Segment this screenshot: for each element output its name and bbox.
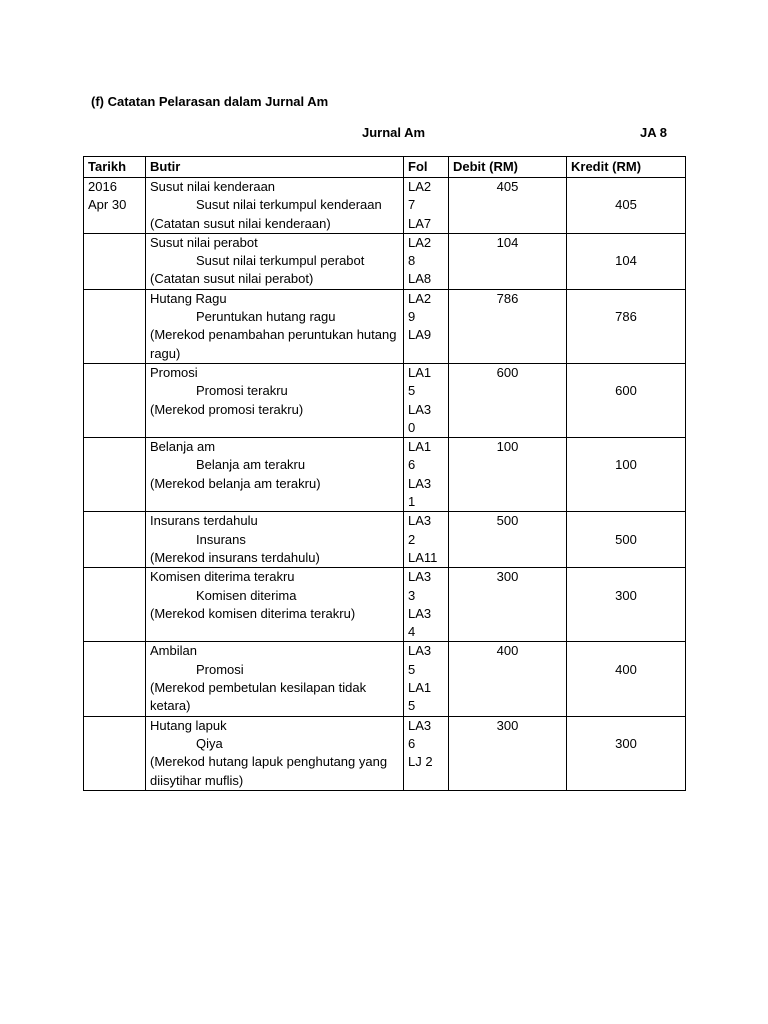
debit-account: Hutang Ragu xyxy=(150,290,227,306)
journal-entry-row xyxy=(84,716,686,790)
credit-account: Insurans xyxy=(196,531,246,547)
debit-account: Komisen diterima terakru xyxy=(150,569,295,585)
debit-account: Promosi xyxy=(150,364,198,380)
folio-line: LA9 xyxy=(408,327,432,343)
folio-line: LA1 xyxy=(408,680,432,696)
folio-cell xyxy=(404,233,449,289)
kredit-amount: 405 xyxy=(615,197,637,213)
kredit-amount: 300 xyxy=(615,587,637,603)
folio-line: 7 xyxy=(408,197,416,213)
journal-table xyxy=(83,156,686,791)
date-day: Apr 30 xyxy=(88,197,127,213)
particulars-cell xyxy=(146,438,404,512)
particulars-cell xyxy=(146,512,404,568)
journal-entry-row xyxy=(84,233,686,289)
kredit-spacer xyxy=(571,717,681,735)
folio-cell xyxy=(404,289,449,363)
debit-amount: 600 xyxy=(449,363,567,437)
particulars-cell xyxy=(146,642,404,716)
date-cell xyxy=(84,716,146,790)
column-header-butir: Butir xyxy=(146,157,404,178)
credit-account: Qiya xyxy=(196,735,223,751)
folio-cell xyxy=(404,512,449,568)
narration: (Merekod pembetulan kesilapan tidak ketara) xyxy=(150,680,367,714)
folio-line: LA1 xyxy=(408,439,432,455)
credit-account: Promosi xyxy=(196,661,244,677)
date-cell xyxy=(84,512,146,568)
folio-line: LA2 xyxy=(408,179,432,194)
folio-line: 5 xyxy=(408,383,416,399)
debit-account: Susut nilai perabot xyxy=(150,234,258,250)
credit-account: Susut nilai terkumpul perabot xyxy=(196,253,365,269)
kredit-amount: 104 xyxy=(615,253,637,269)
folio-line: 9 xyxy=(408,309,416,325)
kredit-amount: 786 xyxy=(615,309,637,325)
credit-account: Belanja am terakru xyxy=(196,457,306,473)
folio-line: LA8 xyxy=(408,271,432,287)
folio-cell xyxy=(404,716,449,790)
folio-line: LJ 2 xyxy=(408,754,433,770)
journal-entry-row xyxy=(84,289,686,363)
journal-entry-row xyxy=(84,568,686,642)
narration: (Catatan susut nilai perabot) xyxy=(150,271,314,287)
folio-cell xyxy=(404,568,449,642)
folio-line: 6 xyxy=(408,457,416,473)
folio-line: 6 xyxy=(408,735,416,751)
debit-account: Belanja am xyxy=(150,439,216,455)
folio-line: LA3 xyxy=(408,513,432,529)
narration: (Catatan susut nilai kenderaan) xyxy=(150,215,331,231)
date-cell xyxy=(84,568,146,642)
debit-amount: 300 xyxy=(449,568,567,642)
date-year: 2016 xyxy=(88,179,117,194)
folio-line: LA3 xyxy=(408,643,432,659)
date-cell xyxy=(84,438,146,512)
credit-account: Komisen diterima xyxy=(196,587,297,603)
narration: (Merekod penambahan peruntukan hutang ragu) xyxy=(150,327,397,361)
kredit-cell xyxy=(567,178,686,234)
folio-line: 5 xyxy=(408,698,416,714)
folio-line: LA2 xyxy=(408,290,432,306)
date-cell xyxy=(84,178,146,234)
folio-line: 4 xyxy=(408,624,416,640)
kredit-amount: 100 xyxy=(615,457,637,473)
kredit-spacer xyxy=(571,178,681,196)
kredit-spacer xyxy=(571,642,681,660)
folio-line: LA3 xyxy=(408,401,432,417)
kredit-amount: 600 xyxy=(615,383,637,399)
debit-amount: 100 xyxy=(449,438,567,512)
kredit-cell xyxy=(567,363,686,437)
folio-line: LA11 xyxy=(408,549,438,565)
particulars-cell xyxy=(146,289,404,363)
debit-amount: 400 xyxy=(449,642,567,716)
kredit-cell xyxy=(567,568,686,642)
particulars-cell xyxy=(146,363,404,437)
credit-account: Susut nilai terkumpul kenderaan xyxy=(196,197,382,213)
narration: (Merekod insurans terdahulu) xyxy=(150,549,320,565)
kredit-spacer xyxy=(571,290,681,308)
column-header-kredit: Kredit (RM) xyxy=(567,157,686,178)
folio-line: 0 xyxy=(408,419,416,435)
journal-name: Jurnal Am xyxy=(362,125,426,140)
date-cell xyxy=(84,642,146,716)
kredit-cell xyxy=(567,642,686,716)
folio-line: LA7 xyxy=(408,215,432,231)
narration: (Merekod hutang lapuk penghutang yang diisytihar muflis) xyxy=(150,754,388,788)
particulars-cell xyxy=(146,568,404,642)
folio-line: LA2 xyxy=(408,234,432,250)
narration: (Merekod komisen diterima terakru) xyxy=(150,605,356,621)
folio-cell xyxy=(404,642,449,716)
debit-account: Insurans terdahulu xyxy=(150,513,258,529)
column-header-debit: Debit (RM) xyxy=(449,157,567,178)
folio-cell xyxy=(404,178,449,234)
debit-account: Susut nilai kenderaan xyxy=(150,179,276,194)
debit-amount: 405 xyxy=(449,178,567,234)
folio-line: 2 xyxy=(408,531,416,547)
narration: (Merekod belanja am terakru) xyxy=(150,475,321,491)
debit-amount: 500 xyxy=(449,512,567,568)
folio-line: LA3 xyxy=(408,717,432,733)
kredit-cell xyxy=(567,289,686,363)
folio-line: LA3 xyxy=(408,569,432,585)
folio-cell xyxy=(404,363,449,437)
debit-account: Ambilan xyxy=(150,643,197,659)
kredit-spacer xyxy=(571,438,681,456)
kredit-spacer xyxy=(571,512,681,530)
folio-cell xyxy=(404,438,449,512)
kredit-cell xyxy=(567,438,686,512)
kredit-amount: 500 xyxy=(615,531,637,547)
kredit-cell xyxy=(567,512,686,568)
document-heading: (f) Catatan Pelarasan dalam Jurnal Am xyxy=(91,94,329,109)
kredit-cell xyxy=(567,716,686,790)
header-row xyxy=(84,157,686,178)
folio-line: 1 xyxy=(408,494,416,510)
folio-line: LA3 xyxy=(408,605,432,621)
debit-account: Hutang lapuk xyxy=(150,717,227,733)
journal-reference: JA 8 xyxy=(640,125,667,140)
particulars-cell xyxy=(146,716,404,790)
particulars-cell xyxy=(146,178,404,234)
kredit-cell xyxy=(567,233,686,289)
column-header-tarikh: Tarikh xyxy=(84,157,146,178)
kredit-spacer xyxy=(571,568,681,586)
folio-line: LA1 xyxy=(408,364,432,380)
folio-line: 8 xyxy=(408,253,416,269)
journal-entry-row xyxy=(84,438,686,512)
folio-line: 3 xyxy=(408,587,416,603)
journal-entry-row xyxy=(84,363,686,437)
debit-amount: 300 xyxy=(449,716,567,790)
folio-line: LA3 xyxy=(408,475,432,491)
date-cell xyxy=(84,363,146,437)
journal-body xyxy=(84,178,686,791)
kredit-spacer xyxy=(571,364,681,382)
kredit-amount: 300 xyxy=(615,735,637,751)
date-cell xyxy=(84,289,146,363)
debit-amount: 104 xyxy=(449,233,567,289)
kredit-amount: 400 xyxy=(615,661,637,677)
journal-entry-row xyxy=(84,178,686,234)
column-header-fol: Fol xyxy=(404,157,449,178)
credit-account: Promosi terakru xyxy=(196,383,288,399)
journal-entry-row xyxy=(84,512,686,568)
particulars-cell xyxy=(146,233,404,289)
folio-line: 5 xyxy=(408,661,416,677)
narration: (Merekod promosi terakru) xyxy=(150,401,304,417)
debit-amount: 786 xyxy=(449,289,567,363)
date-cell xyxy=(84,233,146,289)
kredit-spacer xyxy=(571,234,681,252)
credit-account: Peruntukan hutang ragu xyxy=(196,309,336,325)
journal-entry-row xyxy=(84,642,686,716)
